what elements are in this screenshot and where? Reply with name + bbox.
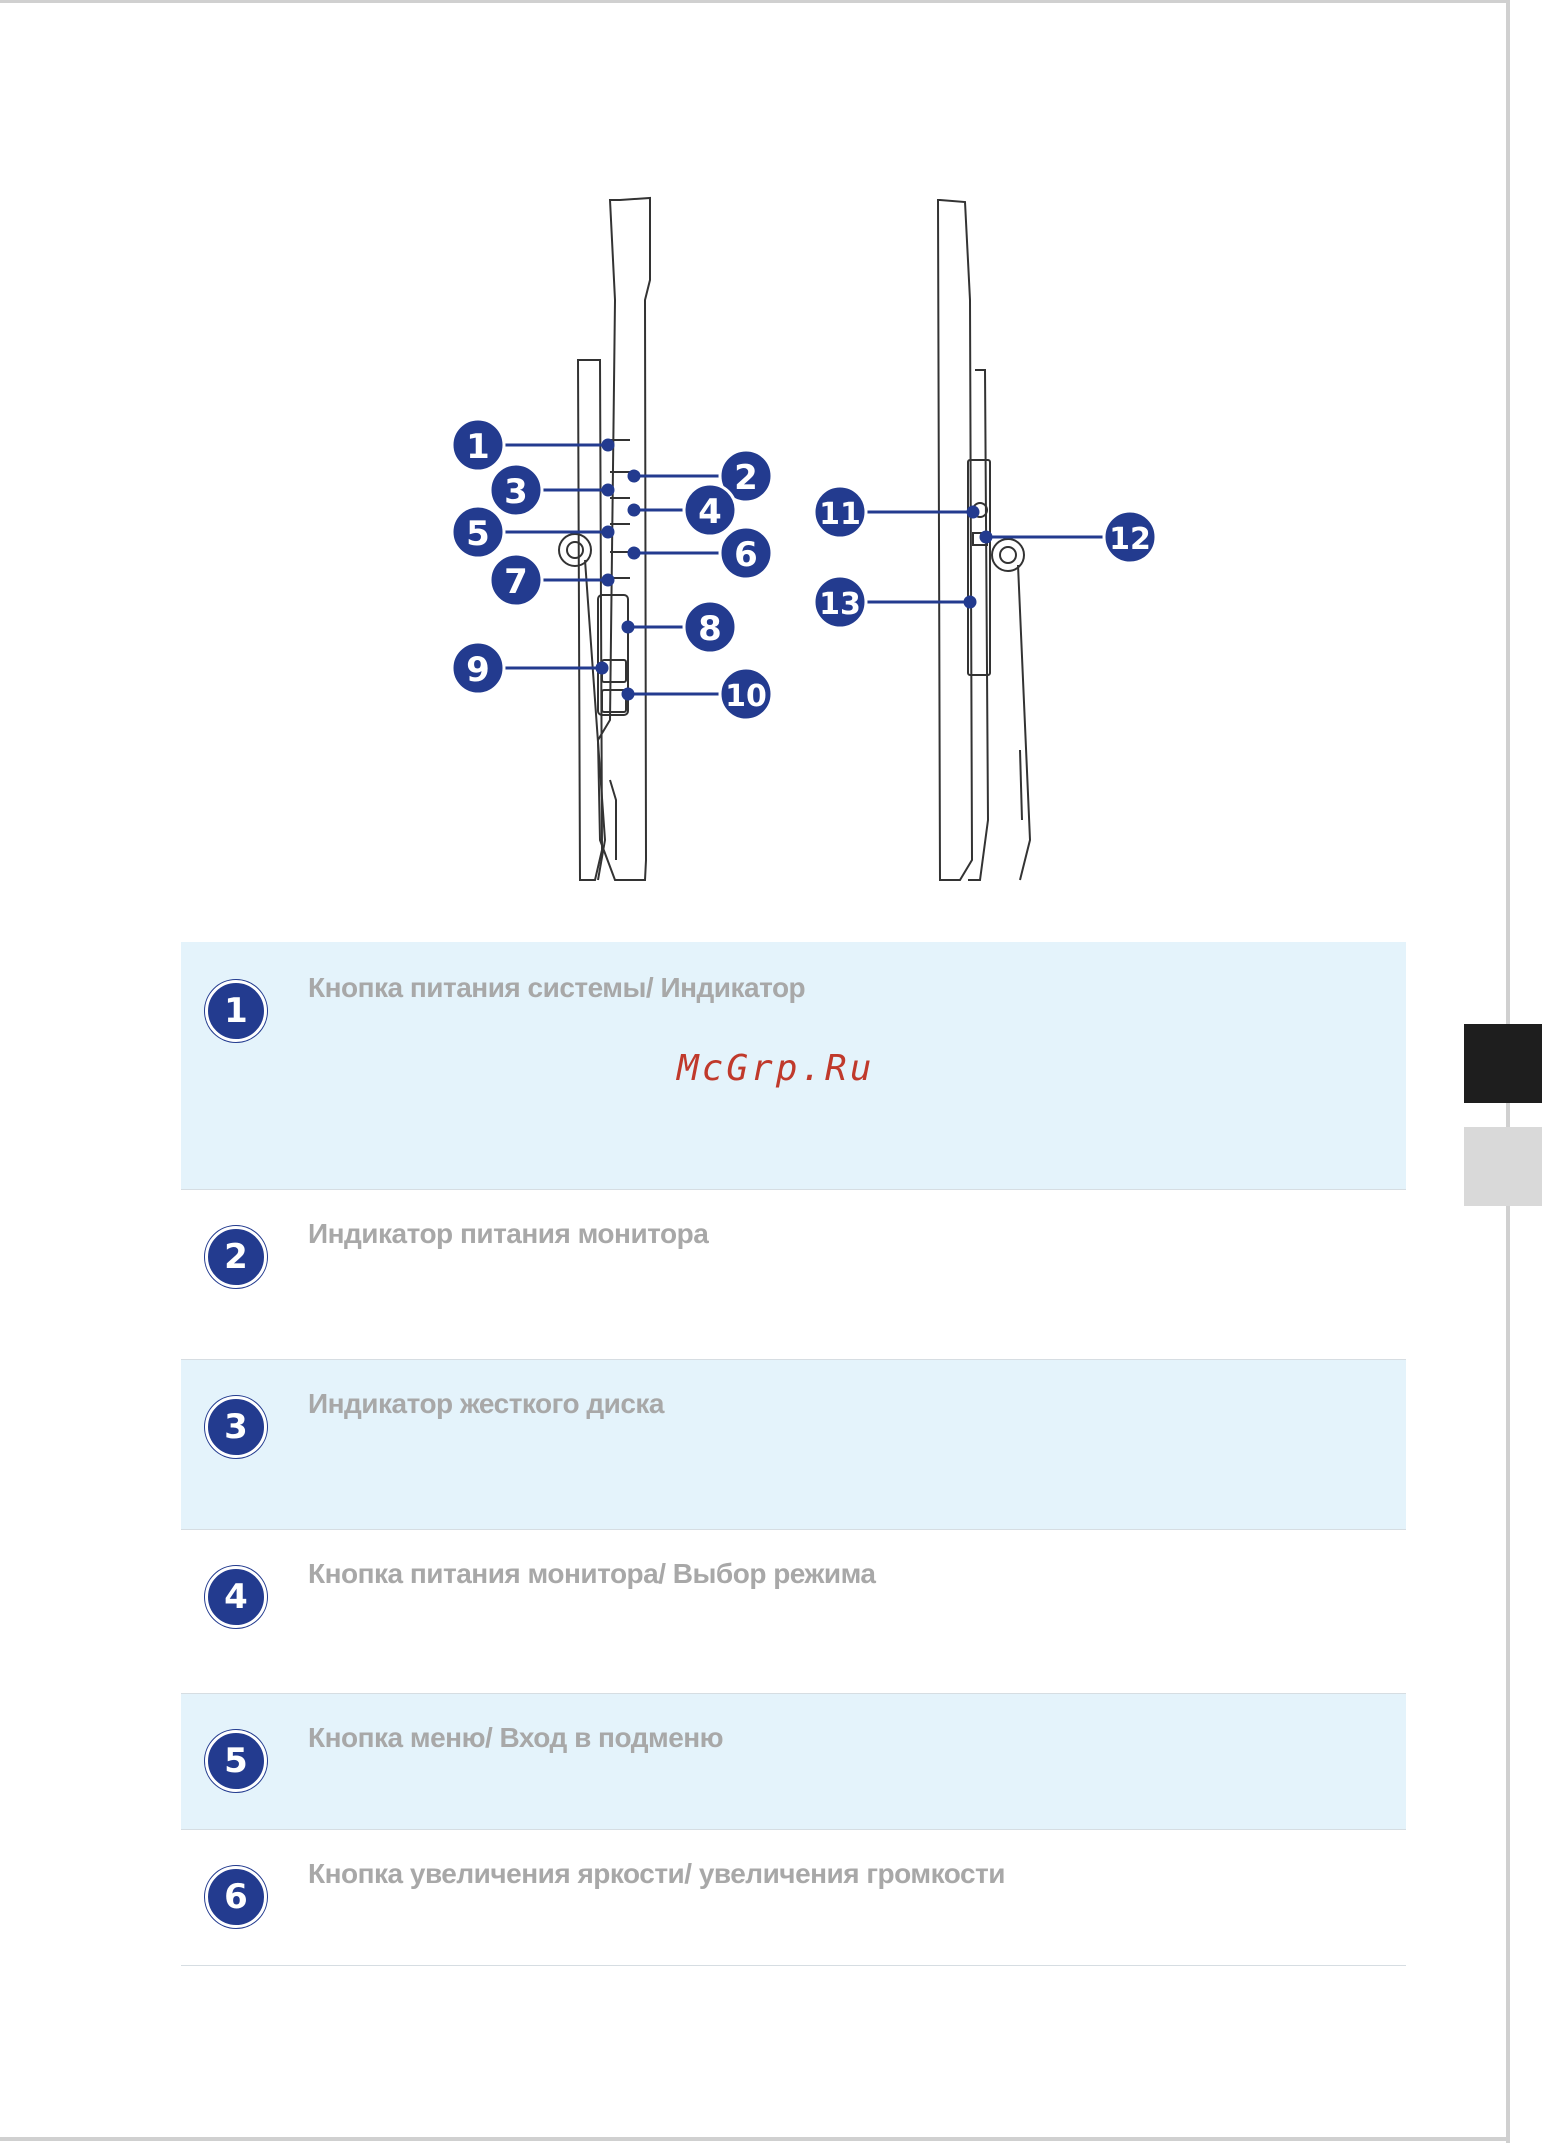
callout-7 bbox=[490, 554, 542, 606]
svg-text:12: 12 bbox=[1109, 522, 1151, 557]
legend-number-1: 1 bbox=[205, 980, 267, 1042]
legend-number-3: 3 bbox=[205, 1396, 267, 1458]
legend-row-4 bbox=[181, 1530, 1406, 1694]
legend-number-6: 6 bbox=[205, 1866, 267, 1928]
legend-label-3: Индикатор жесткого диска bbox=[308, 1388, 664, 1419]
svg-text:2: 2 bbox=[734, 458, 758, 498]
callout-9 bbox=[452, 642, 504, 694]
svg-text:13: 13 bbox=[819, 587, 861, 622]
chapter-tab-active bbox=[1464, 1024, 1542, 1103]
legend-table bbox=[181, 942, 1406, 1966]
callout-4 bbox=[684, 484, 736, 536]
page-border-top bbox=[0, 0, 1510, 3]
callout-10 bbox=[720, 668, 772, 720]
callout-1 bbox=[452, 419, 504, 471]
svg-text:7: 7 bbox=[504, 562, 528, 602]
svg-text:6: 6 bbox=[734, 535, 758, 575]
legend-row-1 bbox=[181, 942, 1406, 1190]
callout-8 bbox=[684, 601, 736, 653]
legend-number-2: 2 bbox=[205, 1226, 267, 1288]
left-side-view bbox=[559, 198, 650, 880]
legend-label-1: Кнопка питания системы/ Индикатор bbox=[308, 972, 806, 1003]
callout-6 bbox=[720, 527, 772, 579]
legend-number-5: 5 bbox=[205, 1730, 267, 1792]
svg-text:11: 11 bbox=[819, 497, 861, 532]
callout-3 bbox=[490, 464, 542, 516]
callout-12 bbox=[1104, 511, 1156, 563]
callout-5 bbox=[452, 506, 504, 558]
svg-text:8: 8 bbox=[698, 609, 722, 649]
page-border-bottom bbox=[0, 2137, 1510, 2141]
callout-11 bbox=[814, 486, 866, 538]
legend-row-2 bbox=[181, 1190, 1406, 1360]
legend-label-6: Кнопка увеличения яркости/ увеличения громкости bbox=[308, 1858, 1005, 1889]
watermark: McGrp.Ru bbox=[677, 1048, 875, 1089]
svg-text:9: 9 bbox=[466, 650, 490, 690]
svg-text:1: 1 bbox=[466, 427, 490, 467]
svg-text:5: 5 bbox=[466, 514, 490, 554]
svg-text:3: 3 bbox=[504, 472, 528, 512]
legend-number-4: 4 bbox=[205, 1566, 267, 1628]
legend-row-6 bbox=[181, 1830, 1406, 1966]
callout-13 bbox=[814, 576, 866, 628]
side-view-diagram bbox=[420, 180, 1160, 900]
legend-row-5 bbox=[181, 1694, 1406, 1830]
legend-label-4: Кнопка питания монитора/ Выбор режима bbox=[308, 1558, 876, 1589]
legend-label-2: Индикатор питания монитора bbox=[308, 1218, 709, 1249]
chapter-tab-inactive bbox=[1464, 1127, 1542, 1206]
svg-text:10: 10 bbox=[725, 679, 767, 714]
svg-text:4: 4 bbox=[698, 492, 722, 532]
legend-label-5: Кнопка меню/ Вход в подменю bbox=[308, 1722, 724, 1753]
legend-row-3 bbox=[181, 1360, 1406, 1530]
